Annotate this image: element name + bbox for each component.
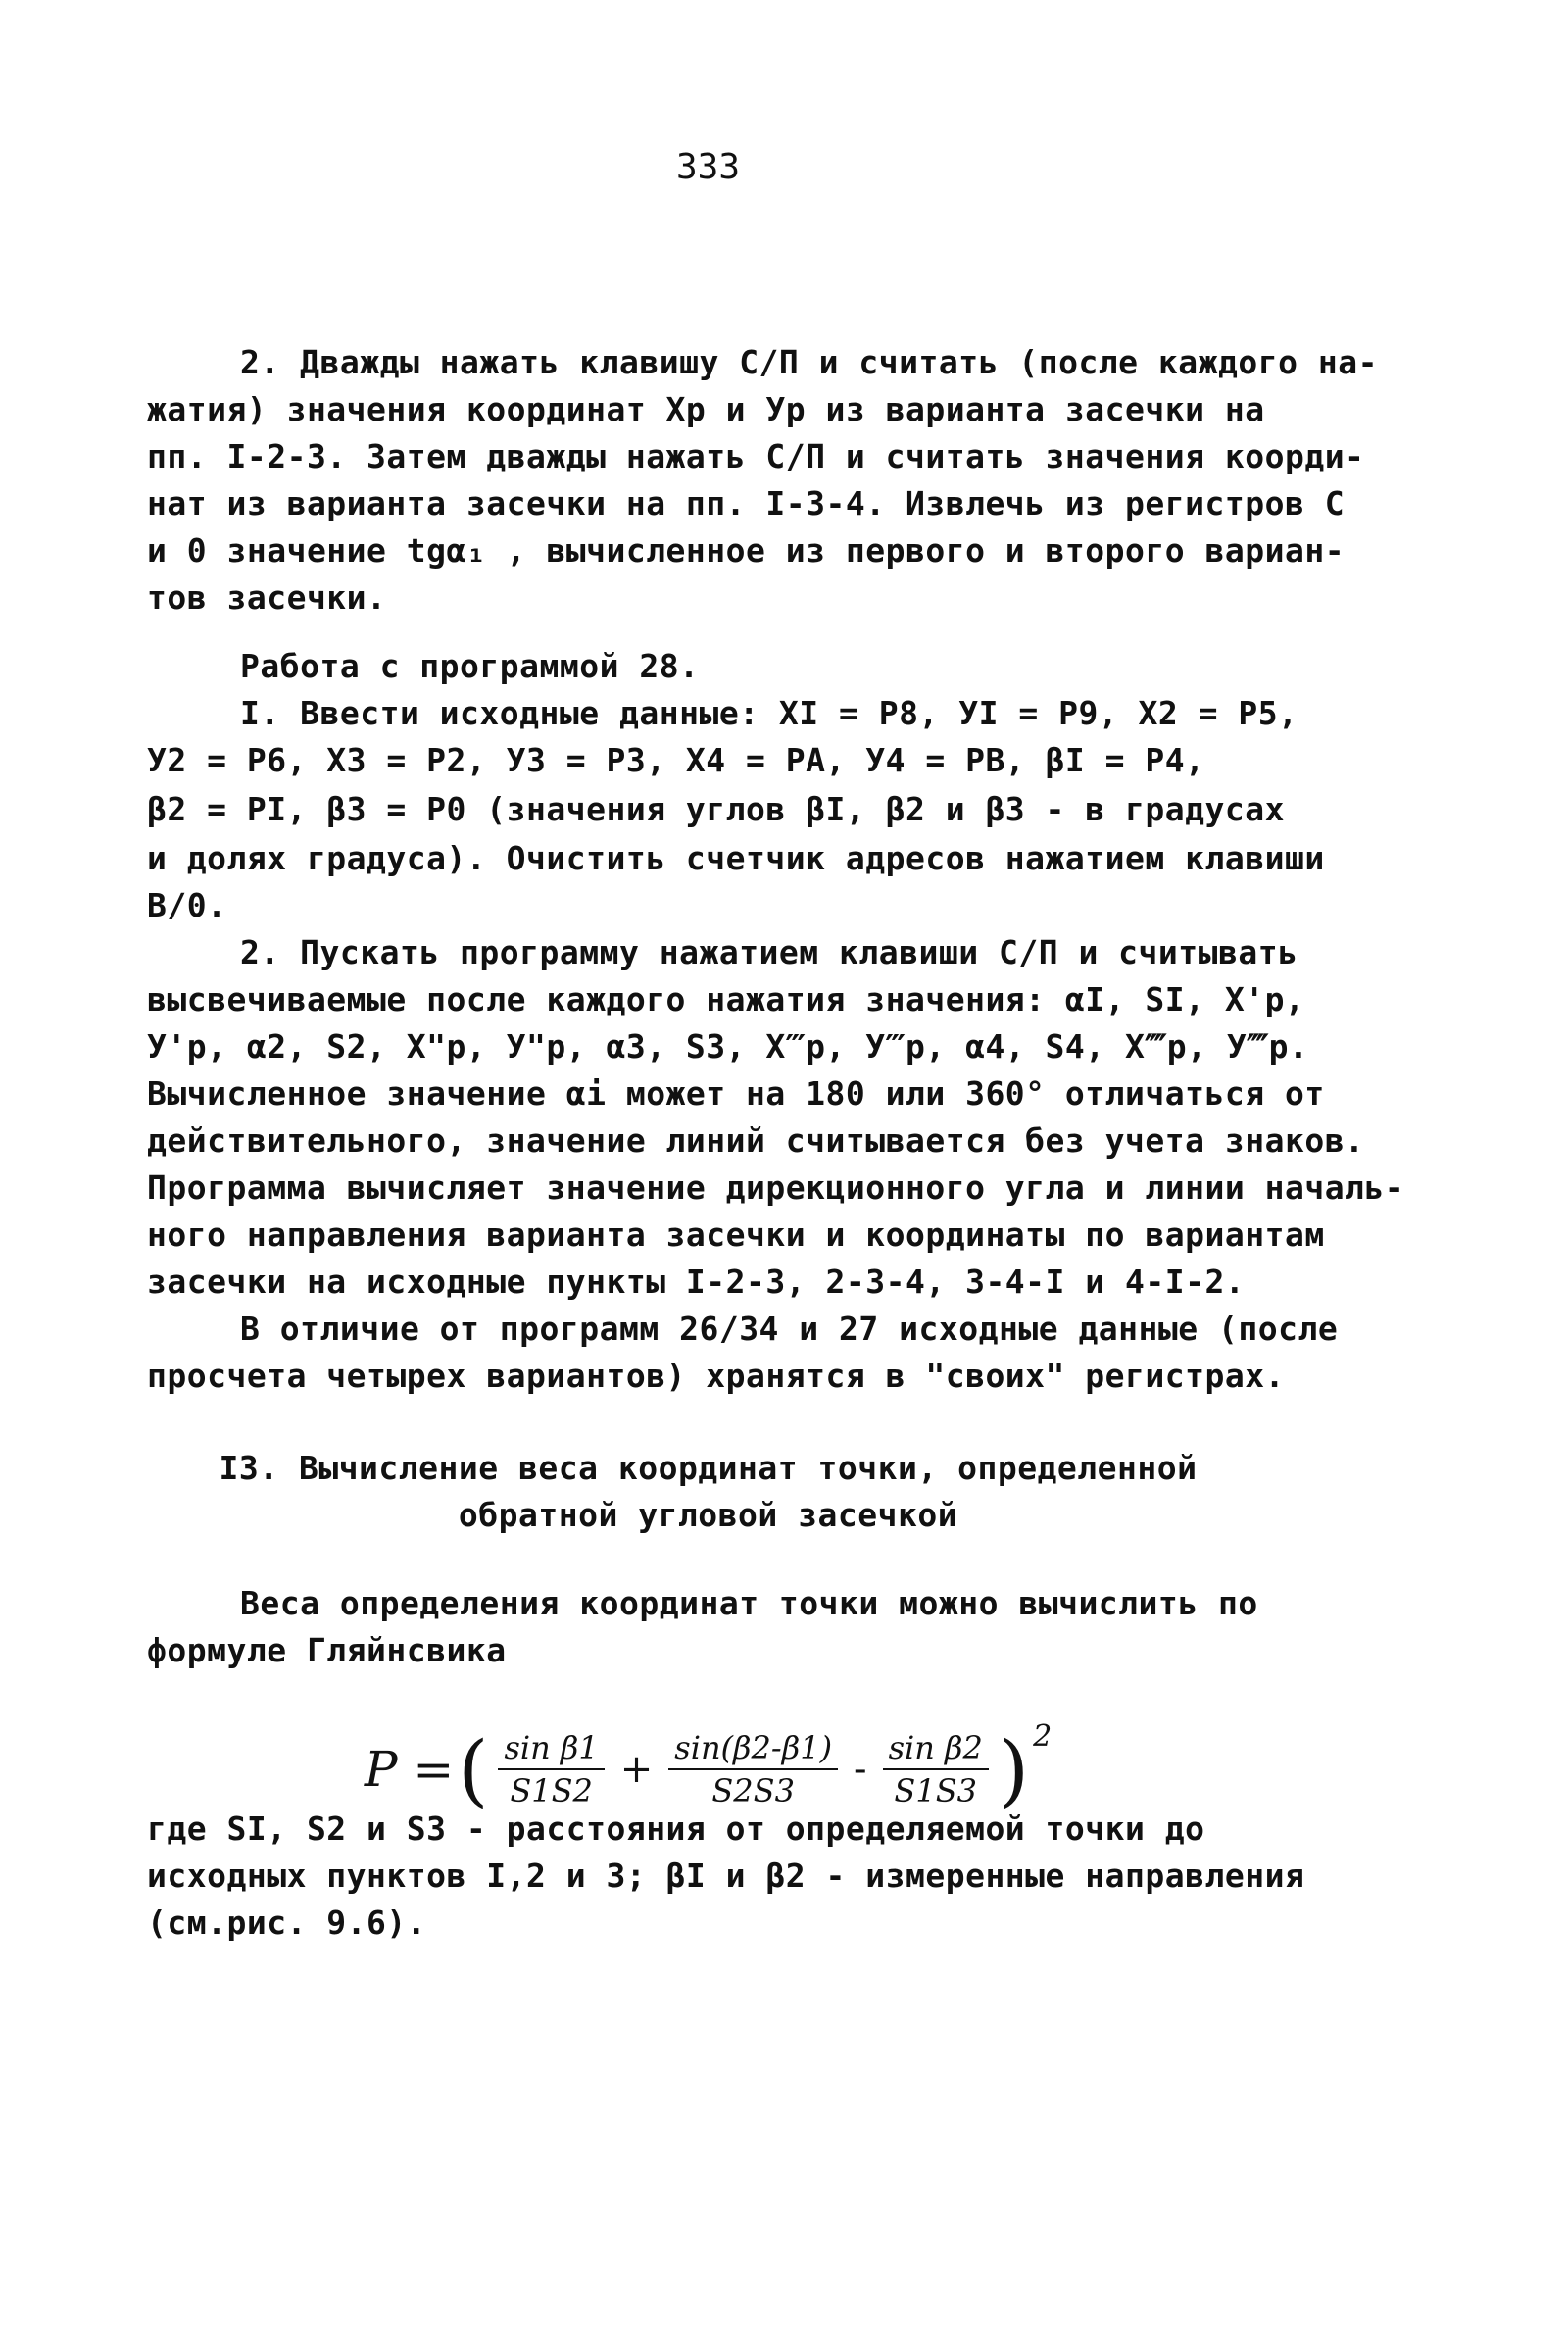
text-line: тов засечки. — [147, 578, 387, 617]
term-3-denominator: S1S3 — [894, 1772, 977, 1809]
text-line: и 0 значение tgα₁ , вычисленное из первого и второго вариан- — [147, 531, 1346, 570]
text-line: жатия) значения координат Xр и Ур из варианта засечки на — [147, 390, 1265, 428]
text-line: β2 = PI, β3 = P0 (значения углов βI, β2 и β3 - в градусах — [147, 790, 1285, 828]
page-number: 333 — [675, 147, 741, 187]
term-3-numerator: sin β2 — [883, 1729, 989, 1770]
text-line: нат из варианта засечки на пп. I-3-4. Извлечь из регистров С — [147, 484, 1346, 522]
formula-exponent: 2 — [1033, 1719, 1053, 1754]
text-line: исходных пунктов I,2 и 3; βI и β2 - измеренные направления — [147, 1857, 1305, 1895]
section-heading-line-1: I3. Вычисление веса координат точки, определенной — [219, 1449, 1198, 1487]
text-line: 2. Пускать программу нажатием клавиши С/П и считывать — [240, 933, 1298, 971]
text-line: В отличие от программ 26/34 и 27 исходные данные (после — [240, 1310, 1339, 1348]
text-line: 2. Дважды нажать клавишу С/П и считать (после каждого на- — [240, 343, 1378, 381]
formula-plus: + — [619, 1747, 654, 1792]
text-line: засечки на исходные пункты I-2-3, 2-3-4, 3-4-I и 4-I-2. — [147, 1263, 1246, 1301]
formula-term-3 — [883, 1729, 989, 1809]
formula-minus: - — [854, 1747, 867, 1792]
text-line: В/0. — [147, 886, 227, 924]
formula-term-2 — [668, 1729, 838, 1809]
text-line: I. Ввести исходные данные: XI = P8, УI = P9, X2 = P5, — [240, 694, 1298, 732]
section-heading-line-2: обратной угловой засечкой — [458, 1496, 958, 1534]
text-line: ного направления варианта засечки и координаты по вариантам — [147, 1215, 1325, 1254]
formula-term-1 — [498, 1729, 604, 1809]
term-2-numerator: sin(β2-β1) — [668, 1729, 838, 1770]
text-line: Вычисленное значение αi может на 180 или 360° отличаться от — [147, 1074, 1325, 1113]
text-line: формуле Гляйнсвика — [147, 1631, 507, 1669]
formula-lhs: P = — [364, 1741, 455, 1798]
text-line: просчета четырех вариантов) хранятся в "своих" регистрах. — [147, 1357, 1285, 1395]
term-2-denominator: S2S3 — [711, 1772, 795, 1809]
text-line: высвечиваемые после каждого нажатия значения: αI, SI, X'р, — [147, 980, 1305, 1018]
text-line: У2 = P6, X3 = P2, У3 = P3, X4 = PA, У4 = PB, βI = P4, — [147, 741, 1205, 779]
text-line: Веса определения координат точки можно вычислить по — [240, 1584, 1258, 1622]
text-line: где SI, S2 и S3 - расстояния от определяемой точки до — [147, 1809, 1205, 1848]
term-1-denominator: S1S2 — [510, 1772, 593, 1809]
open-paren: ( — [458, 1723, 489, 1815]
text-line: Работа с программой 28. — [240, 647, 700, 685]
text-line: У'р, α2, S2, X"р, У"р, α3, S3, X‴р, У‴р, α4, S4, X⁗р, У⁗р. — [147, 1027, 1309, 1066]
text-line: пп. I-2-3. Затем дважды нажать С/П и считать значения коорди- — [147, 437, 1365, 475]
text-line: и долях градуса). Очистить счетчик адресов нажатием клавиши — [147, 839, 1325, 877]
text-line: (см.рис. 9.6). — [147, 1904, 427, 1942]
text-line: Программа вычисляет значение дирекционного угла и линии началь- — [147, 1168, 1405, 1207]
close-paren: ) — [998, 1723, 1030, 1815]
gleinsvik-formula — [0, 1706, 1416, 1833]
term-1-numerator: sin β1 — [498, 1729, 604, 1770]
text-line: действительного, значение линий считывается без учета знаков. — [147, 1121, 1365, 1160]
